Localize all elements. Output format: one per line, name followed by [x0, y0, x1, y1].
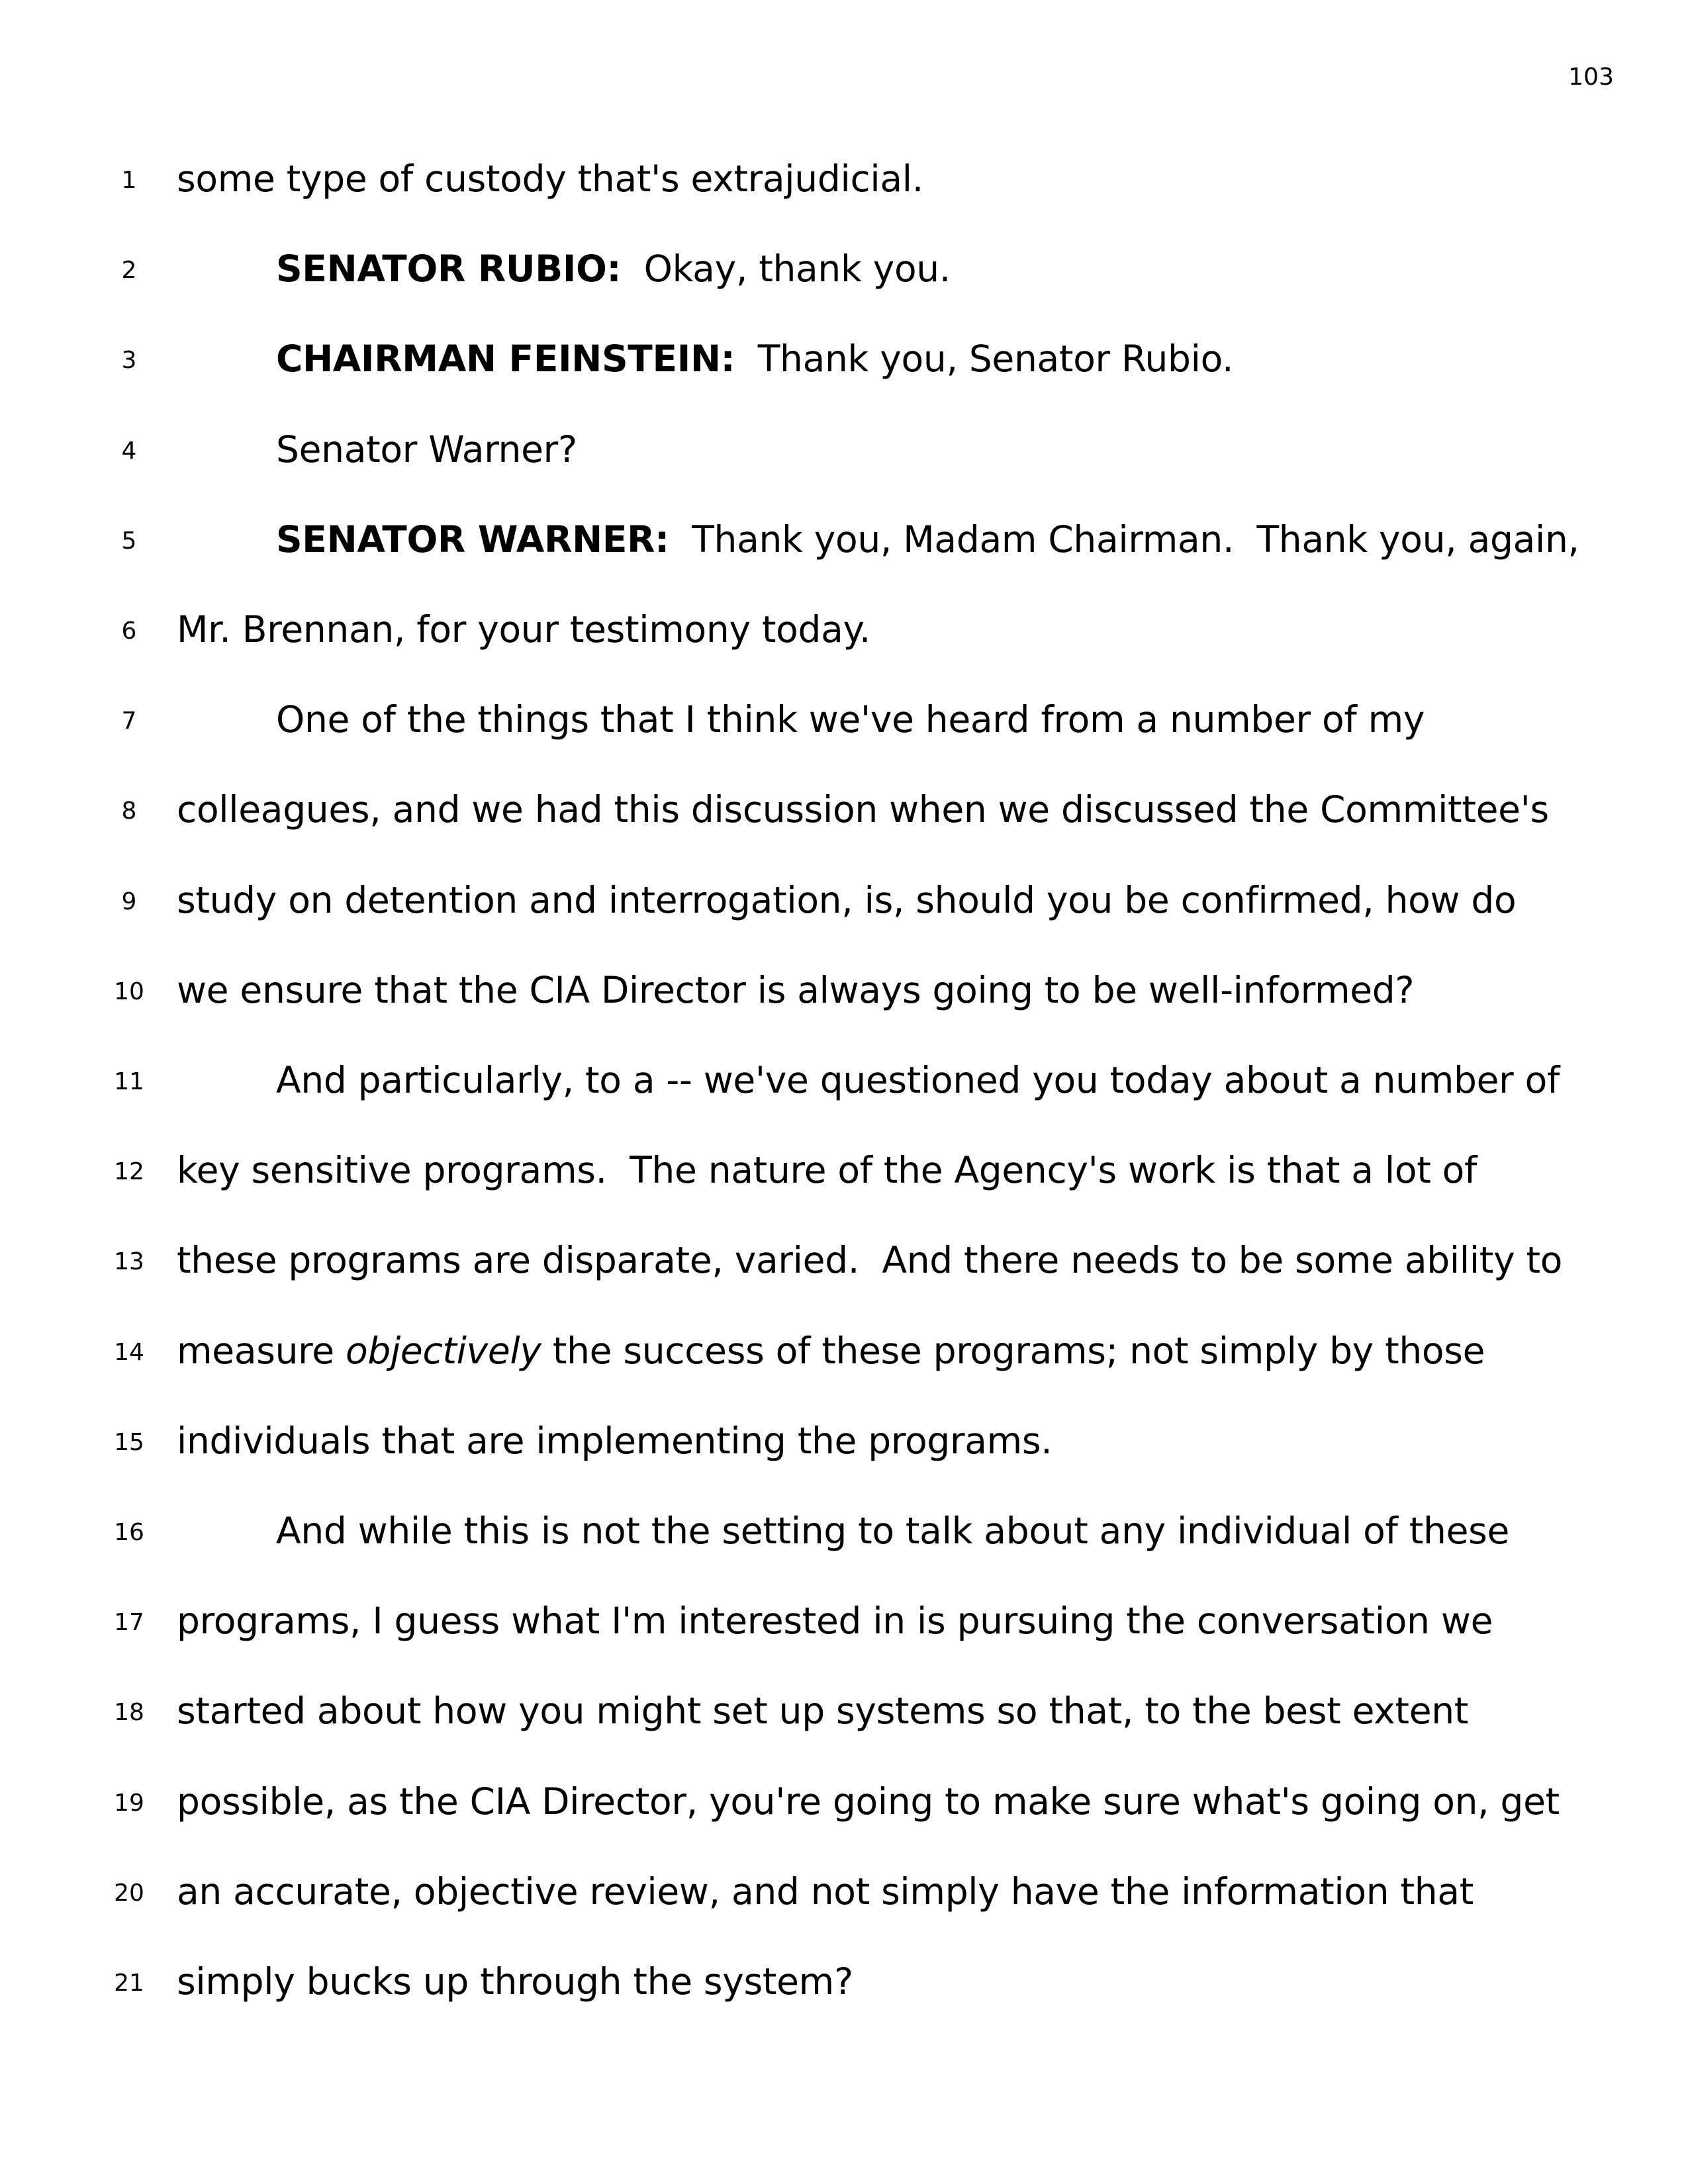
transcript-line: [0, 1600, 1688, 1690]
transcript-line: [0, 1510, 1688, 1600]
text-segment: some type of custody that's extrajudicial.: [177, 158, 923, 200]
transcript-line: [0, 1780, 1688, 1870]
transcript-line: [0, 969, 1688, 1059]
text-segment: Senator Warner?: [276, 428, 577, 471]
line-number: 11: [114, 1068, 144, 1095]
line-number: 17: [114, 1609, 144, 1637]
text-segment: the success of these programs; not simply by those: [541, 1329, 1485, 1372]
text-segment: And while this is not the setting to talk about any individual of these: [276, 1510, 1510, 1552]
text-segment: Thank you, Madam Chairman. Thank you, again,: [669, 518, 1579, 561]
line-text: [177, 158, 923, 200]
text-segment: we ensure that the CIA Director is always going to be well-informed?: [177, 968, 1415, 1011]
line-text: [177, 788, 1549, 831]
line-number: 21: [114, 1970, 144, 1997]
text-segment: started about how you might set up systems so that, to the best extent: [177, 1690, 1469, 1733]
transcript-line: [0, 158, 1688, 248]
line-text: [276, 428, 577, 471]
line-text: [177, 879, 1516, 921]
line-number: 10: [114, 978, 144, 1005]
transcript-line: [0, 1330, 1688, 1420]
line-text: [177, 1600, 1493, 1642]
line-text: [177, 1870, 1474, 1913]
line-text: [276, 338, 1233, 380]
line-text: [177, 1330, 1485, 1372]
speaker-name: SENATOR WARNER:: [276, 518, 669, 561]
text-segment: individuals that are implementing the programs.: [177, 1419, 1053, 1462]
line-number: 7: [121, 707, 137, 735]
text-segment: And particularly, to a -- we've questioned you today about a number of: [276, 1059, 1560, 1101]
line-number: 2: [121, 257, 137, 285]
line-text: [177, 1420, 1052, 1462]
transcript-line: [0, 1870, 1688, 1960]
line-number: 20: [114, 1879, 144, 1907]
text-segment: key sensitive programs. The nature of the Agency's work is that a lot of: [177, 1149, 1477, 1192]
line-number: 12: [114, 1158, 144, 1186]
transcript-line: [0, 698, 1688, 788]
line-text: [276, 1059, 1560, 1101]
speaker-name: SENATOR RUBIO:: [276, 248, 622, 291]
line-number: 13: [114, 1248, 144, 1276]
page-number: 103: [1568, 64, 1614, 91]
transcript-line: [0, 608, 1688, 698]
line-number: 5: [121, 527, 137, 555]
line-text: [276, 698, 1425, 741]
line-number: 14: [114, 1338, 144, 1366]
line-text: [177, 1780, 1560, 1823]
line-text: [177, 1690, 1468, 1732]
transcript-line: [0, 1690, 1688, 1780]
text-segment: study on detention and interrogation, is, should you be confirmed, how do: [177, 878, 1517, 921]
transcript-line: [0, 1149, 1688, 1239]
transcript-line: [0, 879, 1688, 969]
line-number: 1: [121, 167, 137, 194]
line-text: [276, 1510, 1509, 1552]
line-number: 8: [121, 797, 137, 825]
text-segment: measure: [177, 1329, 346, 1372]
transcript-line: [0, 338, 1688, 428]
transcript-line: [0, 1420, 1688, 1510]
line-number: 16: [114, 1519, 144, 1546]
line-number: 19: [114, 1789, 144, 1817]
line-number: 4: [121, 437, 137, 465]
text-segment: simply bucks up through the system?: [177, 1960, 853, 2003]
line-number: 18: [114, 1699, 144, 1727]
transcript-line: [0, 248, 1688, 338]
transcript-line: [0, 1059, 1688, 1149]
transcript-line: [0, 1239, 1688, 1329]
text-segment: Okay, thank you.: [621, 248, 951, 291]
text-segment: Thank you, Senator Rubio.: [735, 338, 1234, 381]
line-number: 15: [114, 1428, 144, 1456]
text-segment: an accurate, objective review, and not simply have the information that: [177, 1870, 1474, 1913]
line-text: [177, 1149, 1477, 1191]
line-number: 3: [121, 347, 137, 375]
text-segment: programs, I guess what I'm interested in is pursuing the conversation we: [177, 1600, 1493, 1643]
line-text: [177, 969, 1414, 1011]
line-text: [276, 518, 1579, 561]
text-segment: these programs are disparate, varied. And there needs to be some ability to: [177, 1239, 1563, 1282]
line-text: [177, 1960, 853, 2003]
text-segment: possible, as the CIA Director, you're going to make sure what's going on, get: [177, 1780, 1560, 1823]
text-segment: colleagues, and we had this discussion when we discussed the Committee's: [177, 788, 1549, 831]
line-text: [177, 608, 870, 651]
transcript-line: [0, 428, 1688, 518]
emphasis-text: objectively: [345, 1329, 541, 1372]
transcript-line: [0, 1960, 1688, 2050]
line-number: 6: [121, 617, 137, 645]
line-text: [276, 248, 951, 290]
line-number: 9: [121, 887, 137, 915]
speaker-name: CHAIRMAN FEINSTEIN:: [276, 338, 735, 381]
transcript-line: [0, 788, 1688, 878]
text-segment: One of the things that I think we've heard from a number of my: [276, 698, 1425, 741]
line-text: [177, 1239, 1562, 1281]
text-segment: Mr. Brennan, for your testimony today.: [177, 608, 871, 651]
transcript-line: [0, 518, 1688, 608]
